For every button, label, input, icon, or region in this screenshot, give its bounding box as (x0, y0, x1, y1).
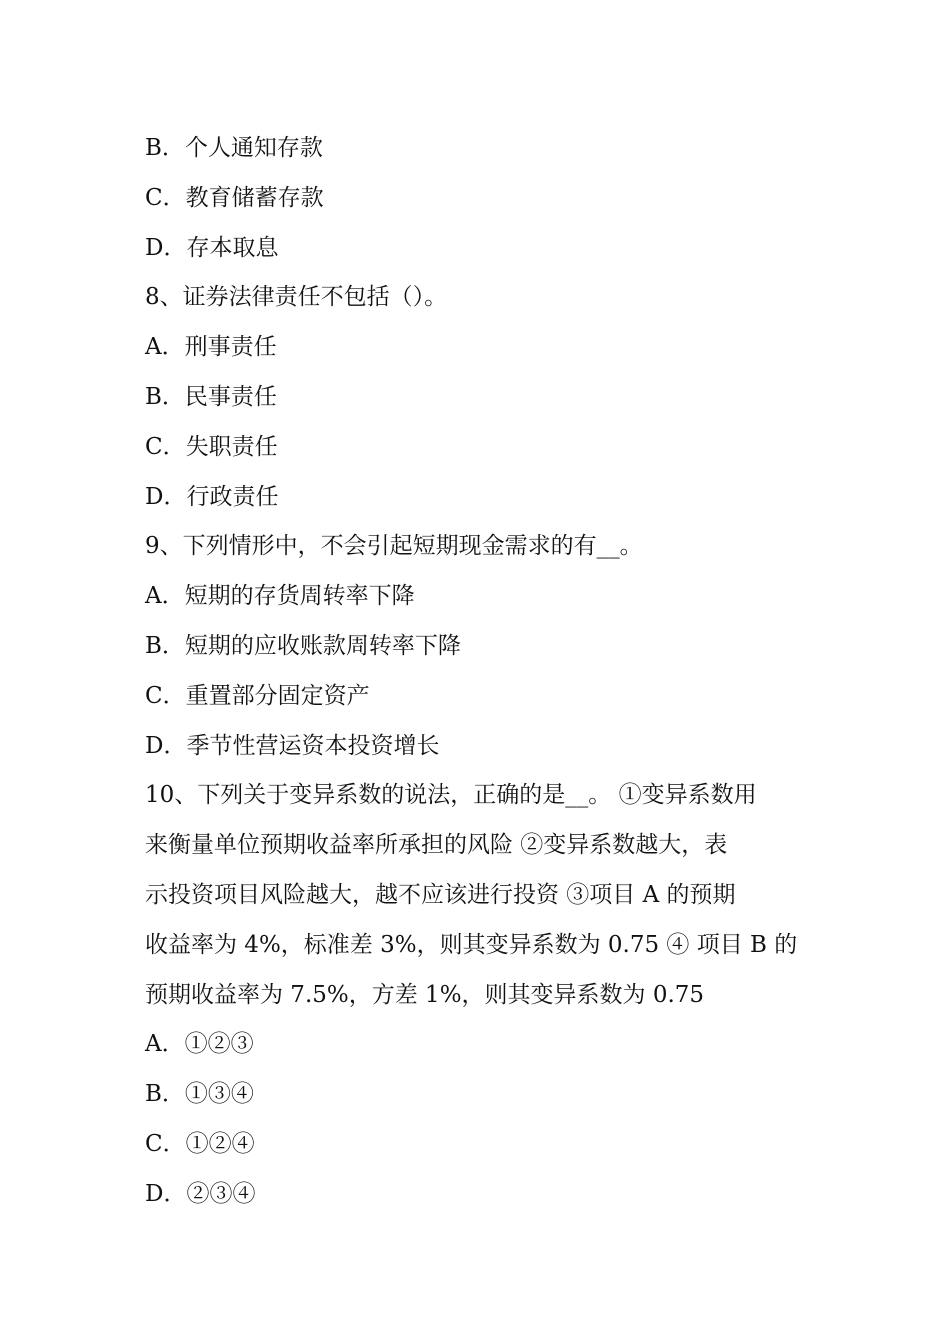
q10-option-d: D．②③④ (145, 1180, 256, 1207)
q10-option-a: A．①②③ (145, 1031, 254, 1058)
q9-option-d: D．季节性营运资本投资增长 (145, 732, 440, 759)
q8-option-d: D．行政责任 (145, 483, 279, 510)
q10-line-2: 来衡量单位预期收益率所承担的风险 ②变异系数越大，表 (145, 832, 728, 859)
option-d-principal-interest: D．存本取息 (145, 234, 279, 261)
q8-option-c: C．失职责任 (145, 433, 278, 460)
question-9: 9、下列情形中，不会引起短期现金需求的有__。 (145, 533, 643, 560)
q8-option-a: A．刑事责任 (145, 334, 277, 361)
question-10 (145, 771, 810, 1020)
q9-option-b: B．短期的应收账款周转率下降 (145, 632, 461, 659)
q10-option-c: C．①②④ (145, 1130, 255, 1157)
q8-option-b: B．民事责任 (145, 383, 277, 410)
q10-line-1: 10、下列关于变异系数的说法，正确的是__。 ①变异系数用 (145, 782, 757, 809)
q9-option-a: A．短期的存货周转率下降 (145, 583, 415, 610)
q10-option-b: B．①③④ (145, 1081, 254, 1108)
document-content (145, 124, 810, 1220)
option-c-education-savings-deposit: C．教育储蓄存款 (145, 184, 324, 211)
q10-line-4: 收益率为 4%，标准差 3%，则其变异系数为 0.75 ④ 项目 B 的 (145, 931, 798, 958)
q9-option-c: C．重置部分固定资产 (145, 682, 370, 709)
option-b-personal-notice-deposit: B．个人通知存款 (145, 135, 323, 161)
q10-line-5: 预期收益率为 7.5%，方差 1%，则其变异系数为 0.75 (145, 981, 705, 1008)
q10-line-3: 示投资项目风险越大，越不应该进行投资 ③项目 A 的预期 (145, 881, 736, 908)
question-8: 8、证券法律责任不包括（）。 (145, 284, 448, 311)
